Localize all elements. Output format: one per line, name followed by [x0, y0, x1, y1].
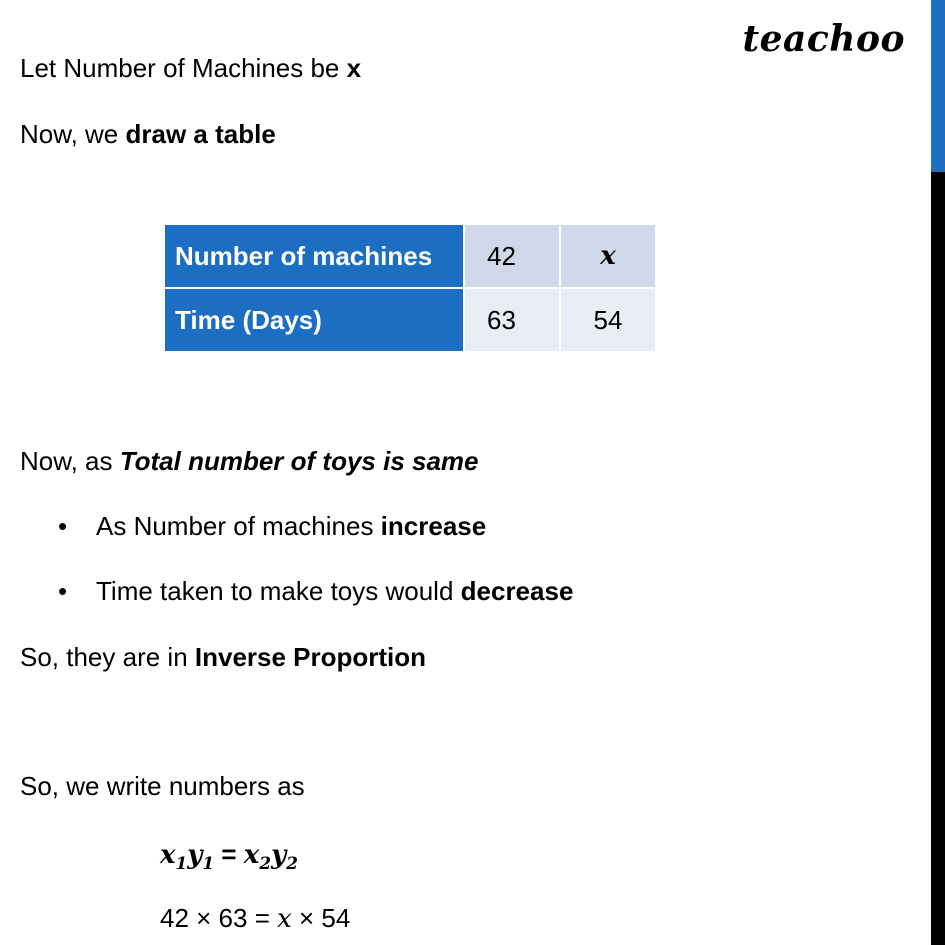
cell-time-2: 54 — [561, 289, 655, 351]
let-text: Let Number of Machines be — [20, 53, 347, 83]
step-line — [160, 902, 350, 935]
bullet-item-2 — [96, 575, 573, 607]
table-row-time — [165, 289, 655, 351]
right-sidebar-bar — [931, 0, 945, 945]
formula-y2: $y_2$ — [271, 840, 298, 873]
bullet-symbol-2: • — [58, 576, 68, 606]
cell-machines-2: x — [561, 225, 655, 287]
conclusion-line — [20, 641, 426, 673]
formula-x2: $x_2$ — [243, 840, 272, 873]
let-variable: x — [346, 53, 362, 83]
now-text: Now, as — [20, 446, 120, 476]
step-right: × 54 — [291, 903, 351, 933]
let-line — [20, 52, 361, 84]
now-emphasis: Total number of toys is same — [119, 446, 479, 476]
formula-equals: = — [214, 839, 244, 869]
formula-y1: $y_1$ — [187, 840, 215, 873]
row-label-time: Time (Days) — [165, 289, 463, 351]
now-line — [20, 445, 479, 477]
teachoo-logo: teachoo — [742, 18, 905, 60]
draw-line — [20, 118, 276, 150]
bullet-1-bold: increase — [380, 511, 487, 541]
formula-x1: $x_1$ — [160, 840, 188, 873]
bullet-symbol-1: • — [58, 511, 68, 541]
bullet-2-bold: decrease — [460, 576, 574, 606]
bullet-item-1 — [96, 510, 486, 542]
conclusion-bold: Inverse Proportion — [194, 642, 427, 672]
proportion-table — [163, 223, 657, 353]
bullet-1-text: As Number of machines — [96, 511, 381, 541]
cell-time-1: 63 — [465, 289, 559, 351]
step-variable: x — [277, 904, 292, 934]
draw-text: Now, we — [20, 119, 126, 149]
formula-line — [160, 838, 298, 871]
conclusion-text: So, they are in — [20, 642, 195, 672]
cell-machines-1: 42 — [465, 225, 559, 287]
equation-intro: So, we write numbers as — [20, 771, 305, 801]
bullet-2-text: Time taken to make toys would — [96, 576, 461, 606]
draw-bold: draw a table — [125, 119, 276, 149]
sidebar-accent — [931, 0, 945, 172]
row-label-machines: Number of machines — [165, 225, 463, 287]
step-left: 42 × 63 = — [160, 903, 278, 933]
table-row-machines — [165, 225, 655, 287]
